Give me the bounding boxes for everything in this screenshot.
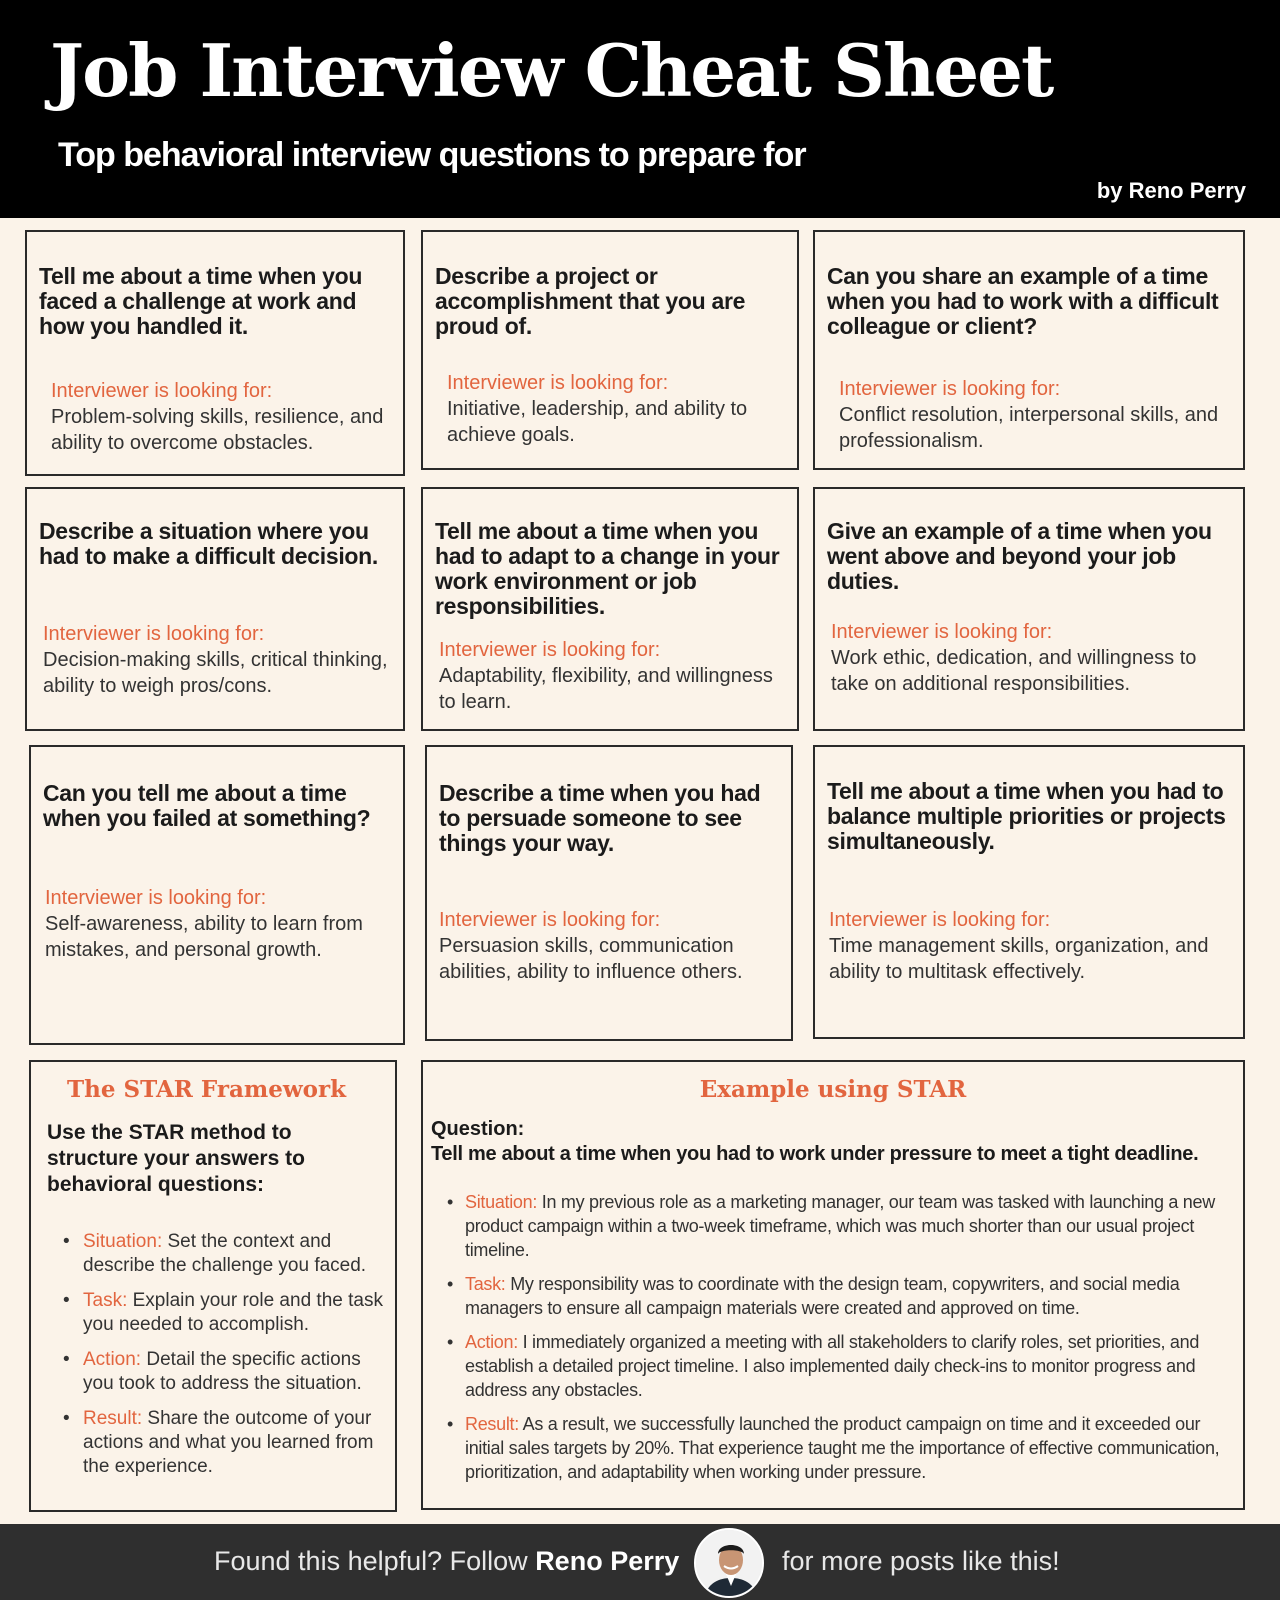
question-text: Tell me about a time when you had to adapt to a change in your work environment or job responsibilities. — [435, 518, 780, 619]
looking-for — [51, 378, 393, 456]
step-key: Result: — [83, 1408, 143, 1429]
looking-for-label: Interviewer is looking for: — [45, 887, 267, 909]
step-key: Task: — [465, 1274, 506, 1294]
star-step-action — [61, 1348, 387, 1396]
example-situation — [445, 1190, 1231, 1262]
looking-for-text: Initiative, leadership, and ability to achieve goals. — [447, 398, 748, 446]
header — [0, 0, 1280, 218]
author-byline: by Reno Perry — [1096, 178, 1246, 203]
avatar[interactable] — [694, 1528, 764, 1598]
example-question: Tell me about a time when you had to work under pressure to meet a tight deadline. — [431, 1143, 1199, 1165]
question-text: Describe a situation where you had to make a difficult decision. — [39, 518, 378, 569]
star-example-box — [421, 1060, 1245, 1510]
looking-for-text: Adaptability, flexibility, and willingness to learn. — [439, 665, 773, 713]
looking-for-label: Interviewer is looking for: — [439, 639, 661, 661]
looking-for-label: Interviewer is looking for: — [839, 378, 1061, 400]
example-result — [445, 1412, 1231, 1484]
step-key: Action: — [83, 1349, 142, 1370]
step-key: Situation: — [83, 1231, 163, 1252]
looking-for-text: Self-awareness, ability to learn from mistakes, and personal growth. — [45, 913, 363, 961]
looking-for-label: Interviewer is looking for: — [43, 623, 265, 645]
footer-text-left: Found this helpful? Follow — [214, 1546, 536, 1576]
step-text: In my previous role as a marketing manager, our team was tasked with launching a new product campaign within a two-week timeframe, which was much shorter than our usual project timeline. — [465, 1192, 1215, 1260]
looking-for — [829, 907, 1233, 985]
looking-for-label: Interviewer is looking for: — [829, 909, 1051, 931]
star-step-task — [61, 1289, 387, 1337]
example-title: Example using STAR — [699, 1076, 967, 1103]
star-framework-box — [29, 1060, 397, 1512]
question-card-1 — [25, 230, 405, 476]
step-text: As a result, we successfully launched the product campaign on time and it exceeded our initial sales targets by 20%. That experience taught me the importance of effective communication, prioritization, and adaptability when working under pressure. — [465, 1414, 1220, 1482]
question-text: Can you share an example of a time when you had to work with a difficult colleague or client? — [827, 263, 1219, 339]
question-card-7 — [29, 745, 405, 1045]
looking-for-label: Interviewer is looking for: — [439, 909, 661, 931]
step-text: Detail the specific actions you took to address the situation. — [83, 1349, 362, 1394]
footer-text-right: for more posts like this! — [782, 1546, 1060, 1576]
looking-for — [439, 637, 787, 715]
question-card-9 — [813, 745, 1245, 1039]
star-framework-title: The STAR Framework — [67, 1076, 347, 1103]
star-steps — [61, 1230, 387, 1490]
looking-for — [831, 619, 1233, 697]
looking-for-label: Interviewer is looking for: — [831, 621, 1053, 643]
example-question-label: Question: — [431, 1118, 525, 1140]
step-key: Task: — [83, 1290, 128, 1311]
step-text: Set the context and describe the challenge you faced. — [83, 1231, 367, 1276]
footer-author-link[interactable]: Reno Perry — [535, 1546, 680, 1576]
looking-for-text: Work ethic, dedication, and willingness to take on additional responsibilities. — [831, 647, 1197, 695]
star-step-result — [61, 1407, 387, 1479]
question-card-5 — [421, 487, 799, 731]
step-key: Situation: — [465, 1192, 538, 1212]
question-text: Describe a project or accomplishment that you are proud of. — [435, 263, 746, 339]
question-card-6 — [813, 487, 1245, 731]
looking-for-text: Decision-making skills, critical thinking, ability to weigh pros/cons. — [43, 649, 388, 697]
step-text: Explain your role and the task you needed to accomplish. — [83, 1290, 383, 1335]
example-action — [445, 1330, 1231, 1402]
question-card-4 — [25, 487, 405, 731]
looking-for-label: Interviewer is looking for: — [51, 380, 273, 402]
question-text: Tell me about a time when you faced a challenge at work and how you handled it. — [39, 263, 363, 339]
looking-for-text: Persuasion skills, communication abilities, ability to influence others. — [439, 935, 743, 983]
looking-for-text: Conflict resolution, interpersonal skills, and professionalism. — [839, 404, 1219, 452]
star-step-situation — [61, 1230, 387, 1278]
step-key: Result: — [465, 1414, 519, 1434]
page-title: Job Interview Cheat Sheet — [50, 28, 1053, 113]
question-card-3 — [813, 230, 1245, 470]
question-card-8 — [425, 745, 793, 1041]
step-text: I immediately organized a meeting with all stakeholders to clarify roles, set priorities, and establish a detailed project timeline. I also implemented daily check-ins to monitor progress and address any obstacles. — [465, 1332, 1200, 1400]
example-task — [445, 1272, 1231, 1320]
question-text: Tell me about a time when you had to balance multiple priorities or projects simultaneously. — [827, 778, 1226, 854]
step-text: My responsibility was to coordinate with the design team, copywriters, and social media managers to ensure all campaign materials were created and approved on time. — [465, 1274, 1180, 1318]
question-card-2 — [421, 230, 799, 470]
step-key: Action: — [465, 1332, 518, 1352]
question-text: Describe a time when you had to persuade someone to see things your way. — [439, 780, 761, 856]
example-answer-steps — [445, 1190, 1231, 1494]
question-text: Give an example of a time when you went above and beyond your job duties. — [827, 518, 1212, 594]
looking-for-label: Interviewer is looking for: — [447, 372, 669, 394]
looking-for-text: Problem-solving skills, resilience, and ability to overcome obstacles. — [51, 406, 384, 454]
step-text: Share the outcome of your actions and what you learned from the experience. — [83, 1408, 374, 1477]
looking-for — [447, 370, 787, 448]
looking-for — [439, 907, 781, 985]
footer-cta — [214, 1546, 679, 1577]
question-text: Can you tell me about a time when you failed at something? — [43, 780, 371, 831]
person-icon — [696, 1530, 764, 1598]
footer — [0, 1524, 1280, 1600]
looking-for — [45, 885, 393, 963]
star-intro: Use the STAR method to structure your answers to behavioral questions: — [47, 1121, 305, 1196]
looking-for-text: Time management skills, organization, and ability to multitask effectively. — [829, 935, 1209, 983]
page-subtitle: Top behavioral interview questions to prepare for — [58, 136, 806, 174]
looking-for — [839, 376, 1233, 454]
looking-for — [43, 621, 393, 699]
